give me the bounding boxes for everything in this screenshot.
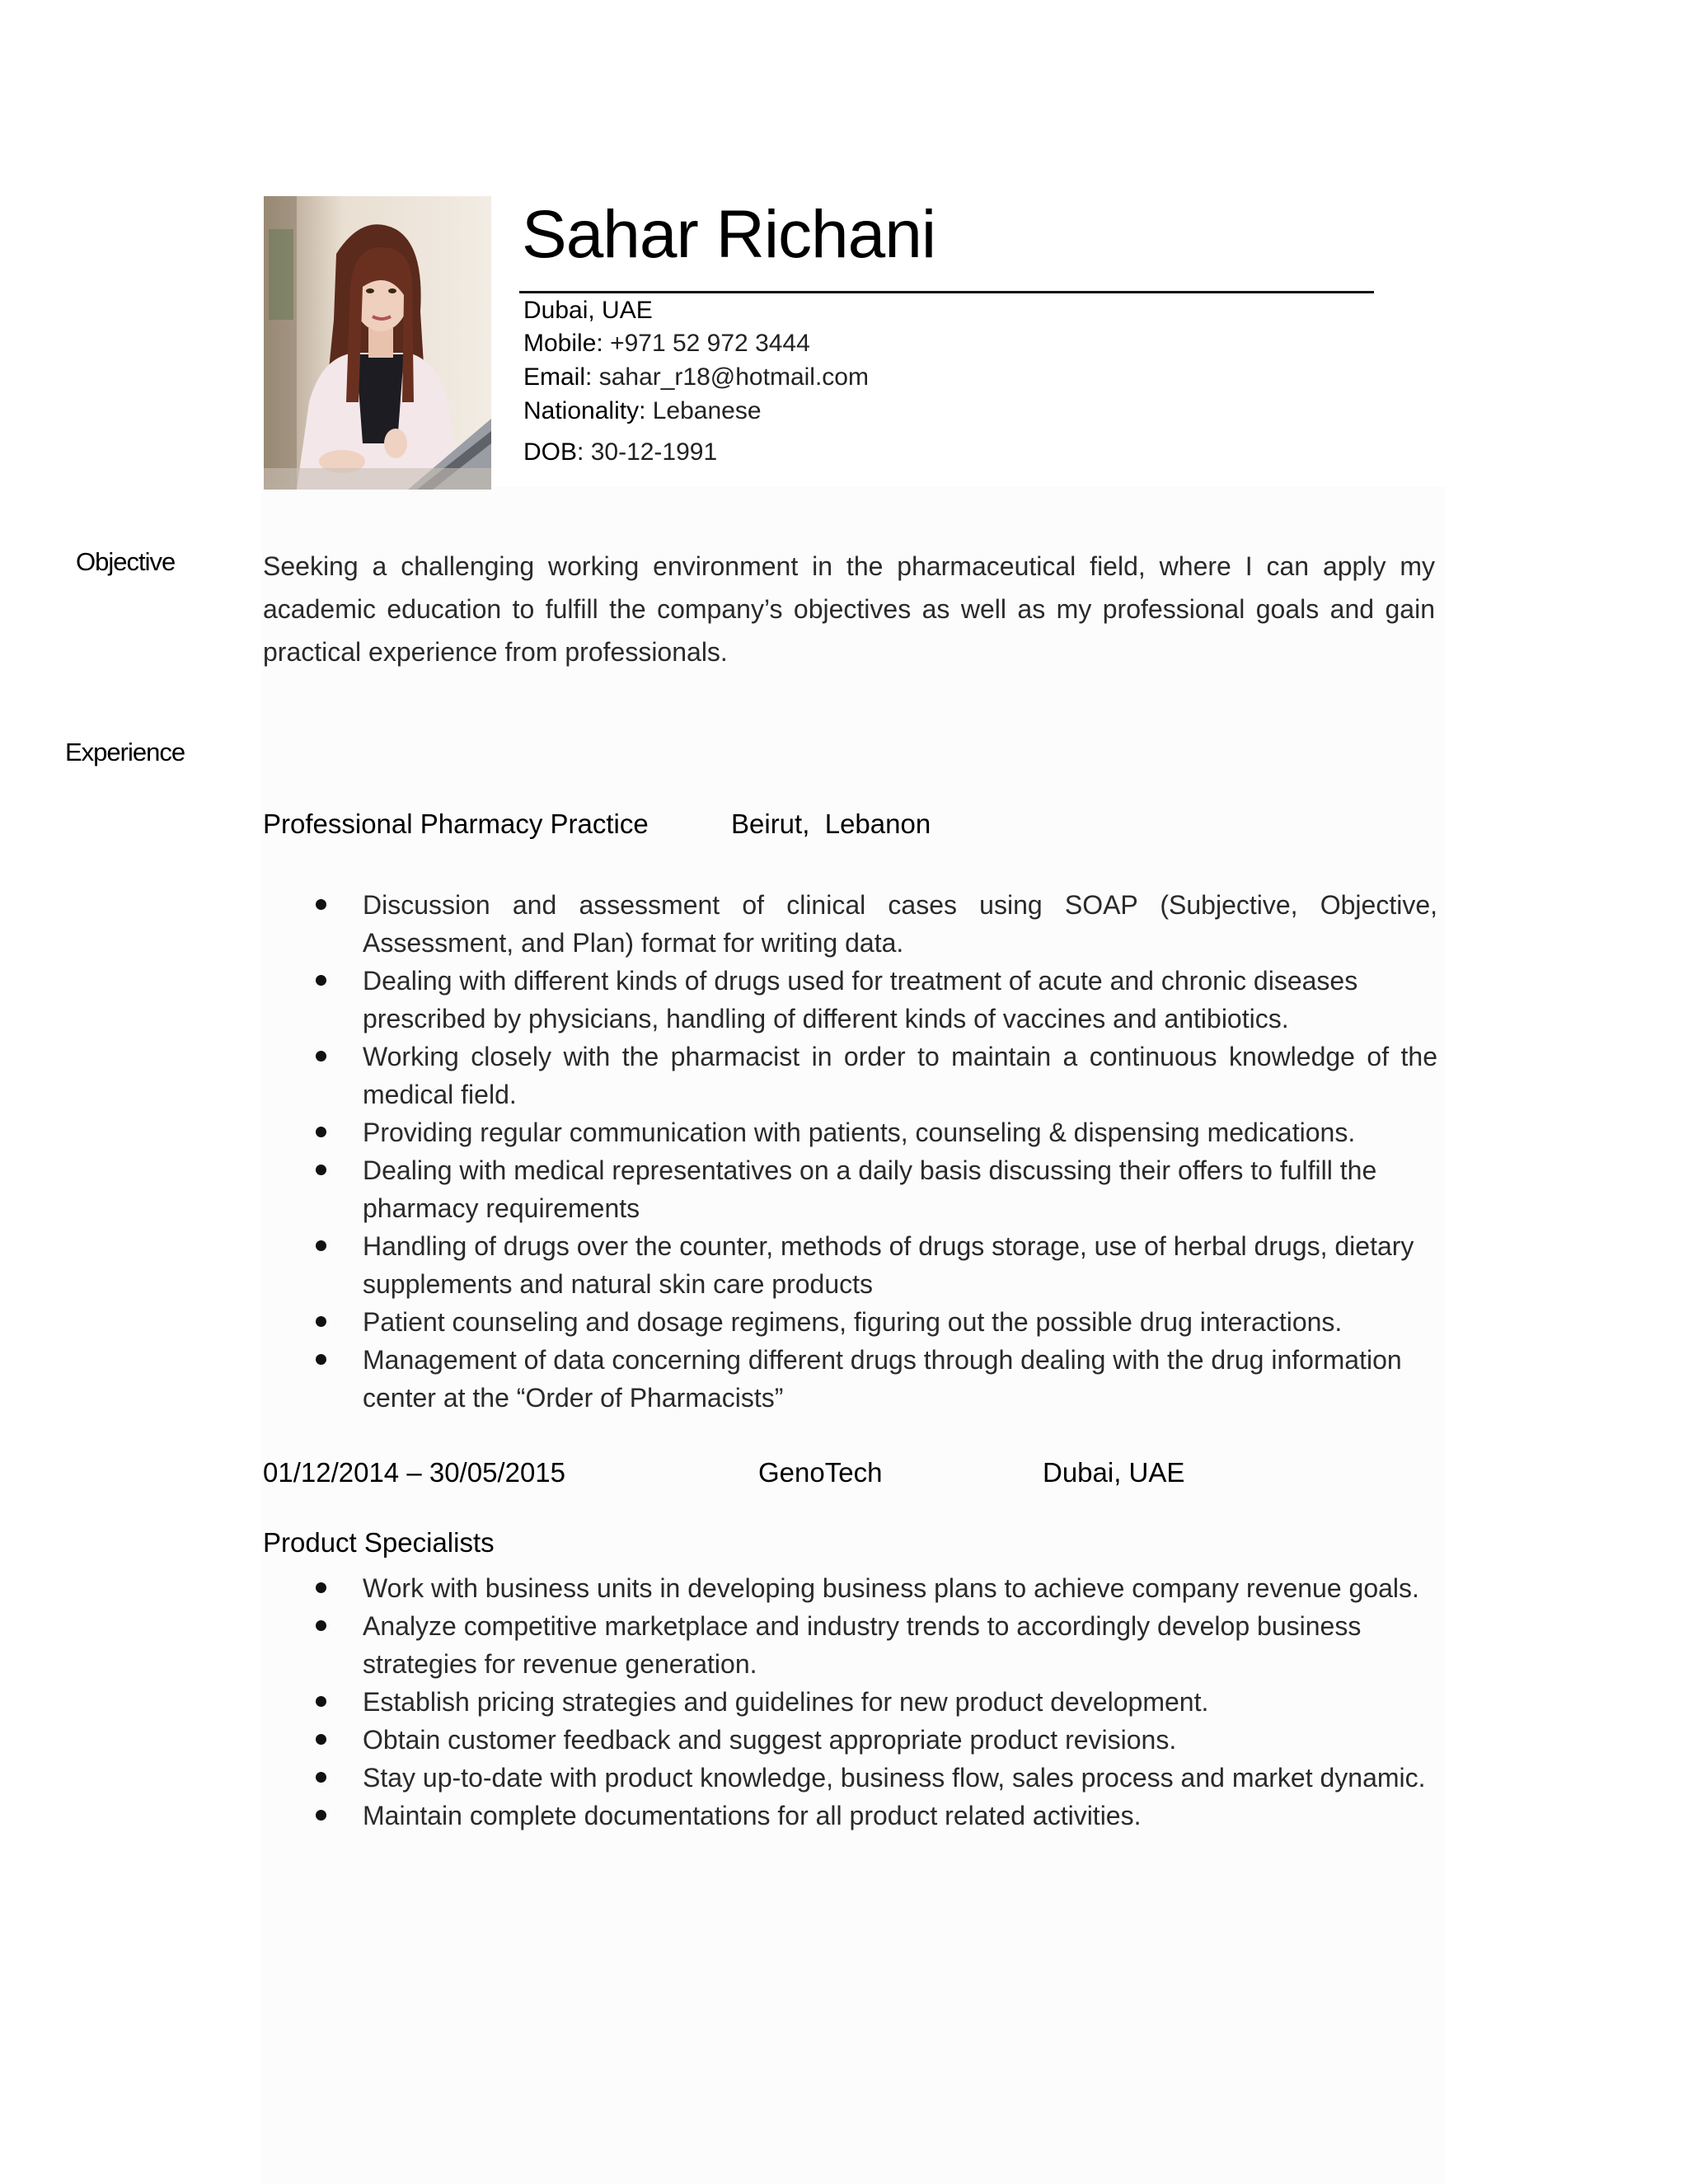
email-label: Email: bbox=[523, 363, 593, 391]
dob-label: DOB: bbox=[523, 438, 584, 466]
location-line bbox=[523, 298, 653, 323]
list-item: Dealing with different kinds of drugs used for treatment of acute and chronic diseases prescribed by physicians, handling of different kinds of vaccines and antibiotics. bbox=[264, 962, 1437, 1038]
job-2-company: GenoTech bbox=[758, 1457, 883, 1488]
list-item: Maintain complete documentations for all product related activities. bbox=[264, 1797, 1437, 1835]
objective-heading: Objective bbox=[76, 547, 176, 576]
dob-value: 30-12-1991 bbox=[590, 438, 718, 466]
job-1-duties bbox=[264, 886, 1437, 1417]
list-item: Obtain customer feedback and suggest appropriate product revisions. bbox=[264, 1721, 1437, 1759]
candidate-name: Sahar Richani bbox=[522, 197, 936, 272]
nationality-line bbox=[523, 399, 762, 424]
email-value: sahar_r18@hotmail.com bbox=[598, 363, 869, 391]
list-item: Stay up-to-date with product knowledge, business flow, sales process and market dynamic. bbox=[264, 1759, 1437, 1797]
job-1-location: Beirut, Lebanon bbox=[731, 808, 931, 839]
list-item: Providing regular communication with patients, counseling & dispensing medications. bbox=[264, 1113, 1437, 1151]
nationality-label: Nationality: bbox=[523, 397, 646, 424]
job-1-title: Professional Pharmacy Practice bbox=[263, 808, 649, 839]
list-item: Work with business units in developing business plans to achieve company revenue goals. bbox=[264, 1569, 1437, 1607]
email-line bbox=[523, 365, 869, 390]
list-item: Handling of drugs over the counter, methods of drugs storage, use of herbal drugs, dietary supplements and natural skin care products bbox=[264, 1227, 1437, 1303]
mobile-value: +971 52 972 3444 bbox=[610, 330, 810, 357]
job-2-title: Product Specialists bbox=[263, 1527, 495, 1558]
list-item: Analyze competitive marketplace and industry trends to accordingly develop business strategies for revenue generation. bbox=[264, 1607, 1437, 1683]
name-underline bbox=[519, 291, 1374, 293]
dob-line bbox=[523, 440, 717, 465]
list-item: Discussion and assessment of clinical cases using SOAP (Subjective, Objective, Assessment, and Plan) format for writing data. bbox=[264, 886, 1437, 962]
list-item: Patient counseling and dosage regimens, figuring out the possible drug interactions. bbox=[264, 1303, 1437, 1341]
experience-heading: Experience bbox=[65, 738, 185, 766]
list-item: Management of data concerning different drugs through dealing with the drug information center at the “Order of Pharmacists” bbox=[264, 1341, 1437, 1417]
job-2-dates: 01/12/2014 – 30/05/2015 bbox=[263, 1457, 566, 1488]
job-2-location: Dubai, UAE bbox=[1043, 1457, 1185, 1488]
nationality-value: Lebanese bbox=[652, 397, 762, 424]
objective-text: Seeking a challenging working environment in the pharmaceutical field, where I can apply my academic education to fulfill the company’s objectives as well as my professional goals and gain practical experience from professionals. bbox=[263, 551, 1435, 667]
location: Dubai, UAE bbox=[523, 297, 653, 324]
profile-photo bbox=[264, 196, 491, 490]
list-item: Establish pricing strategies and guidelines for new product development. bbox=[264, 1683, 1437, 1721]
job-2-duties bbox=[264, 1569, 1437, 1835]
mobile-line bbox=[523, 331, 810, 356]
mobile-label: Mobile: bbox=[523, 330, 603, 357]
list-item: Working closely with the pharmacist in order to maintain a continuous knowledge of the medical field. bbox=[264, 1038, 1437, 1113]
profile-photo-image bbox=[264, 196, 491, 490]
list-item: Dealing with medical representatives on a daily basis discussing their offers to fulfill the pharmacy requirements bbox=[264, 1151, 1437, 1227]
